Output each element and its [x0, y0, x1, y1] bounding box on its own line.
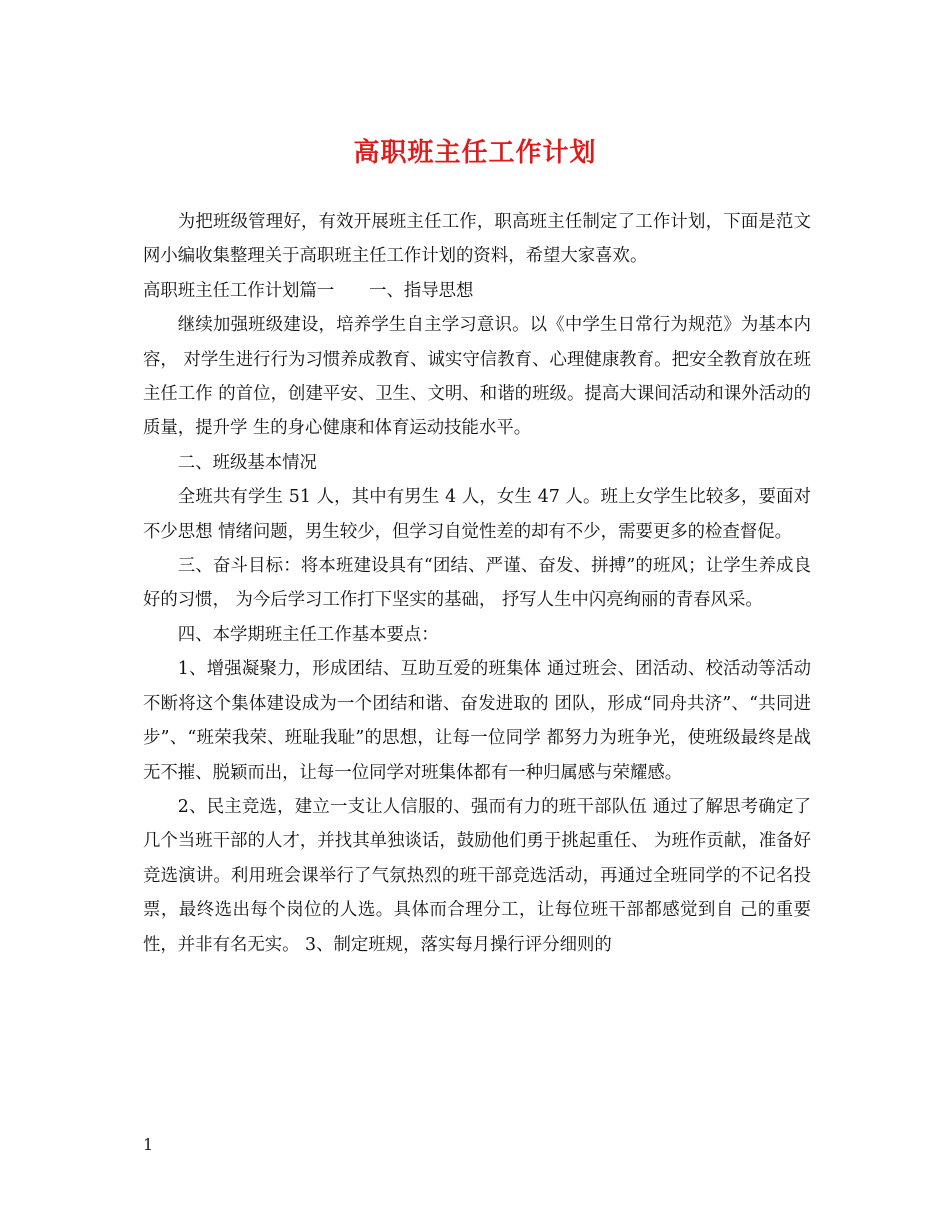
- paragraph-class-basic: 全班共有学生 51 人，其中有男生 4 人，女生 47 人。班上女学生比较多，要面对不少思想 情绪问题，男生较少，但学习自觉性差的却有不少，需要更多的检查督促。: [143, 487, 811, 542]
- paragraph-key-points-heading: 四、本学期班主任工作基本要点：: [177, 624, 439, 645]
- paragraph-section-heading: 高职班主任工作计划篇一 一、指导思想: [143, 280, 474, 301]
- paragraph-goals: 三、奋斗目标：将本班建设具有“团结、严谨、奋发、拼搏”的班风；让学生养成良好的习惯， 为今后学习工作打下坚实的基础， 抒写人生中闪亮绚丽的青春风采。: [143, 556, 811, 611]
- paragraph-guiding-thought: 继续加强班级建设，培养学生自主学习意识。以《中学生日常行为规范》为基本内容， 对学生进行行为习惯养成教育、诚实守信教育、心理健康教育。把安全教育放在班主任工作 的首位，创建平安、卫生、文明、和谐的班级。提高大课间活动和课外活动的质量，提升学 生的身心健康和体育运动技能水平。: [143, 315, 811, 439]
- paragraph-class-basic-heading: 二、班级基本情况: [177, 452, 317, 473]
- paragraph-intro: 为把班级管理好，有效开展班主任工作，职高班主任制定了工作计划，下面是范文网小编收集整理关于高职班主任工作计划的资料，希望大家喜欢。: [143, 212, 811, 267]
- document-body: [143, 205, 811, 962]
- document-title: 高职班主任工作计划: [353, 138, 597, 168]
- paragraph-point-1: 1、增强凝聚力，形成团结、互助互爱的班集体 通过班会、团活动、校活动等活动不断将这个集体建设成为一个团结和谐、奋发进取的 团队，形成“同舟共济”、“共同进步”、“班荣我荣、班耻我耻”的思想，让每一位同学 都努力为班争光，使班级最终是战无不摧、脱颖而出，让每一位同学对班集体都有一种归属感与荣耀感。: [143, 659, 811, 783]
- page-number: 1: [143, 1135, 154, 1154]
- paragraph-point-2: 2、民主竞选，建立一支让人信服的、强而有力的班干部队伍 通过了解思考确定了几个当班干部的人才，并找其单独谈话，鼓励他们勇于挑起重任、 为班作贡献，准备好竞选演讲。利用班会课举行了气氛热烈的班干部竞选活动，再通过全班同学的不记名投票，最终选出每个岗位的人选。具体而合理分工，让每位班干部都感觉到自 己的重要性，并非有名无实。 3、制定班规，落实每月操行评分细则的: [143, 796, 811, 955]
